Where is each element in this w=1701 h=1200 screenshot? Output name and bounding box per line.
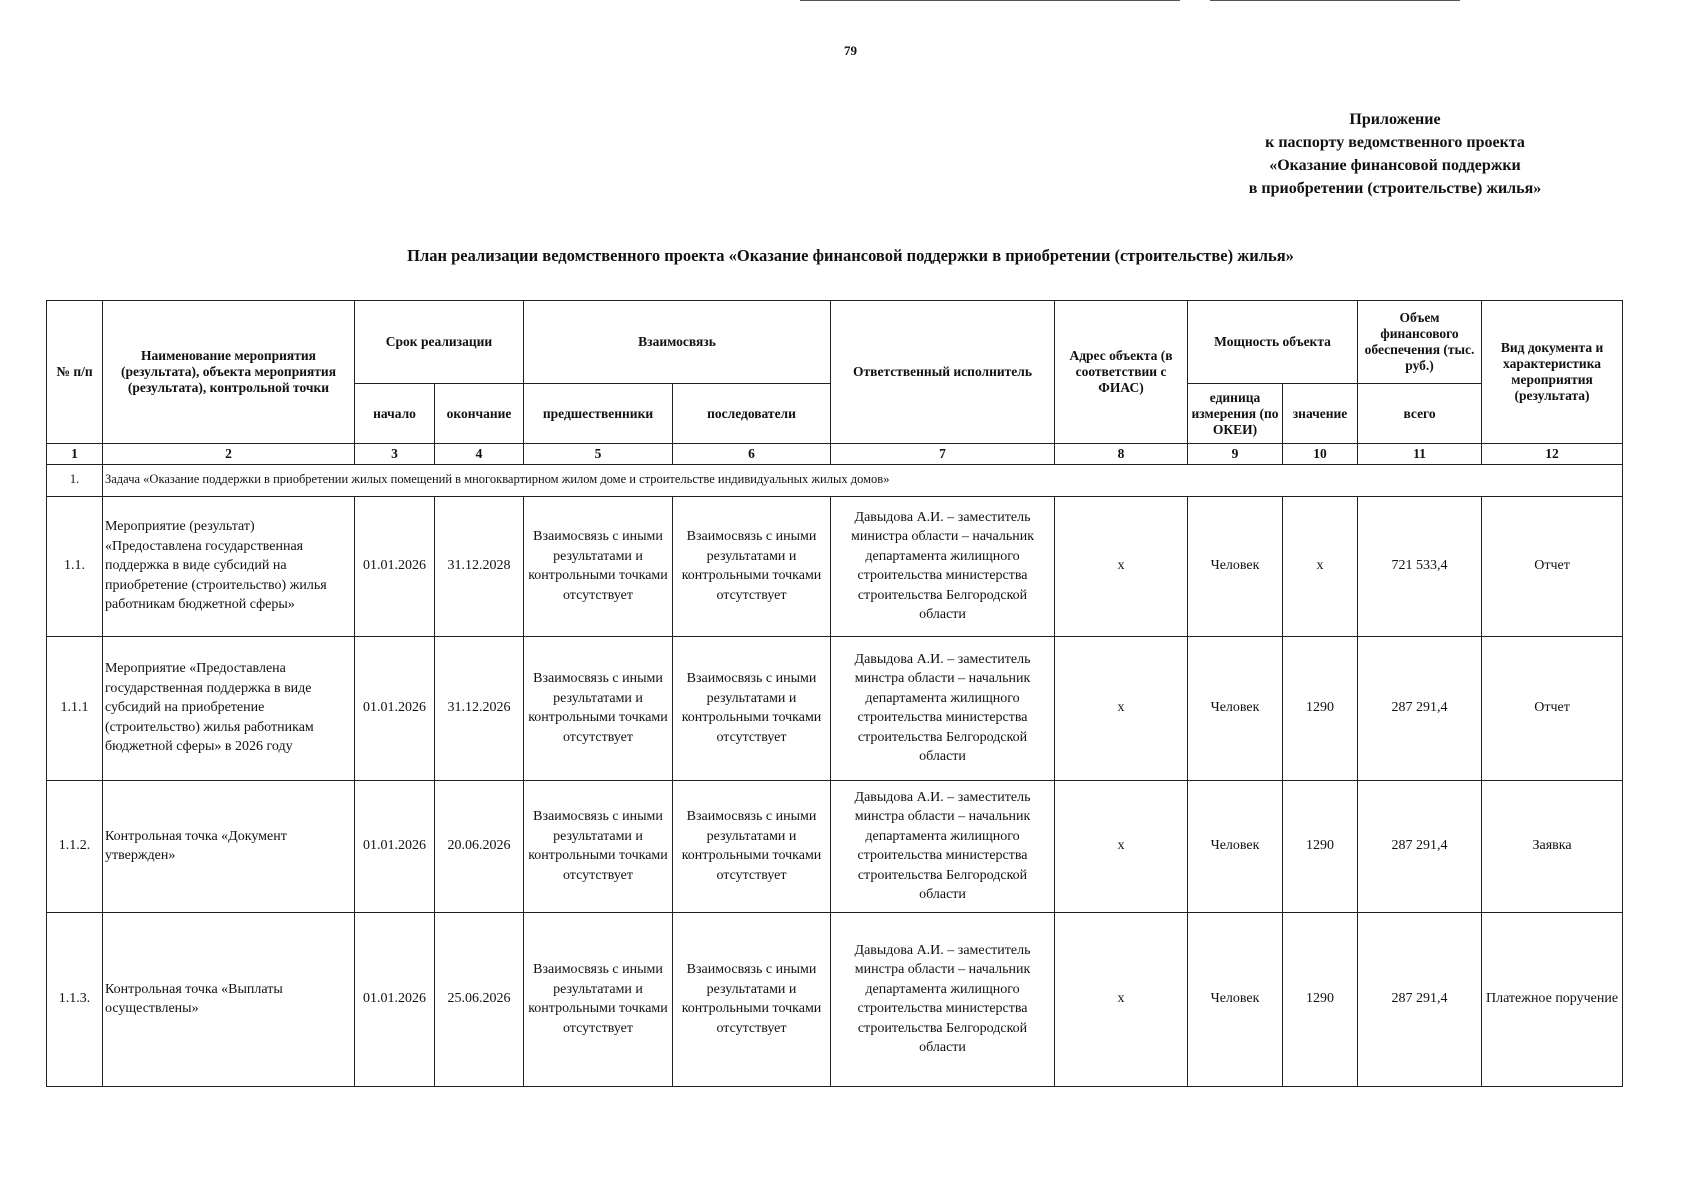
row-name: Контрольная точка «Документ утвержден» xyxy=(103,780,355,912)
row-total: 287 291,4 xyxy=(1358,912,1482,1086)
plan-title: План реализации ведомственного проекта «Оказание финансовой поддержки в приобретении (строительстве) жилья» xyxy=(407,246,1294,265)
row-value: х xyxy=(1283,496,1358,636)
header-funding: Объем финансового обеспечения (тыс. руб.) xyxy=(1358,301,1482,384)
column-number: 6 xyxy=(673,444,831,465)
row-total: 721 533,4 xyxy=(1358,496,1482,636)
appendix-line: Приложение xyxy=(1349,111,1441,128)
header-relation: Взаимосвязь xyxy=(524,301,831,384)
row-end: 31.12.2026 xyxy=(435,636,524,780)
header-predecessors: предшественники xyxy=(524,384,673,444)
task-row xyxy=(47,464,1623,496)
page-number: 79 xyxy=(844,43,857,58)
appendix-heading xyxy=(1180,108,1610,200)
header-value: значение xyxy=(1283,384,1358,444)
header-name: Наименование мероприятия (результата), объекта мероприятия (результата), контрольной точки xyxy=(103,301,355,444)
column-number: 4 xyxy=(435,444,524,465)
column-number: 11 xyxy=(1358,444,1482,465)
scan-edge-line xyxy=(800,0,1180,1)
row-doc: Отчет xyxy=(1482,496,1623,636)
appendix-line: «Оказание финансовой поддержки xyxy=(1269,157,1521,174)
row-start: 01.01.2026 xyxy=(355,496,435,636)
row-end: 20.06.2026 xyxy=(435,780,524,912)
row-name: Мероприятие «Предоставлена государственная поддержка в виде субсидий на приобретение (строительство) жилья работникам бюджетной сферы» в 2026 году xyxy=(103,636,355,780)
header-start: начало xyxy=(355,384,435,444)
scan-edge-line xyxy=(1210,0,1460,1)
column-number-row xyxy=(47,444,1623,465)
header-successors: последователи xyxy=(673,384,831,444)
header-period: Срок реализации xyxy=(355,301,524,384)
row-doc: Заявка xyxy=(1482,780,1623,912)
column-number: 7 xyxy=(831,444,1055,465)
row-unit: Человек xyxy=(1188,912,1283,1086)
row-address: х xyxy=(1055,912,1188,1086)
header-row xyxy=(47,301,1623,384)
row-successors: Взаимосвязь с иными результатами и контрольными точками отсутствует xyxy=(673,912,831,1086)
header-end: окончание xyxy=(435,384,524,444)
row-predecessors: Взаимосвязь с иными результатами и контрольными точками отсутствует xyxy=(524,912,673,1086)
row-predecessors: Взаимосвязь с иными результатами и контрольными точками отсутствует xyxy=(524,636,673,780)
row-responsible: Давыдова А.И. – заместитель министра области – начальник департамента жилищного строительства министерства строительства Белгородской области xyxy=(831,496,1055,636)
table-row xyxy=(47,780,1623,912)
row-total: 287 291,4 xyxy=(1358,780,1482,912)
row-address: х xyxy=(1055,496,1188,636)
header-responsible: Ответственный исполнитель xyxy=(831,301,1055,444)
row-num: 1.1. xyxy=(47,496,103,636)
plan-table-container xyxy=(46,300,1622,1087)
column-number: 1 xyxy=(47,444,103,465)
header-capacity: Мощность объекта xyxy=(1188,301,1358,384)
row-num: 1.1.1 xyxy=(47,636,103,780)
row-start: 01.01.2026 xyxy=(355,780,435,912)
row-predecessors: Взаимосвязь с иными результатами и контрольными точками отсутствует xyxy=(524,496,673,636)
row-start: 01.01.2026 xyxy=(355,636,435,780)
table-row xyxy=(47,496,1623,636)
column-number: 8 xyxy=(1055,444,1188,465)
row-value: 1290 xyxy=(1283,912,1358,1086)
task-num: 1. xyxy=(47,464,103,496)
row-predecessors: Взаимосвязь с иными результатами и контрольными точками отсутствует xyxy=(524,780,673,912)
row-successors: Взаимосвязь с иными результатами и контрольными точками отсутствует xyxy=(673,636,831,780)
row-name: Мероприятие (результат) «Предоставлена государственная поддержка в виде субсидий на приобретение (строительство) жилья работникам бюджетной сферы» xyxy=(103,496,355,636)
row-value: 1290 xyxy=(1283,780,1358,912)
row-num: 1.1.3. xyxy=(47,912,103,1086)
header-unit: единица измерения (по ОКЕИ) xyxy=(1188,384,1283,444)
row-doc: Отчет xyxy=(1482,636,1623,780)
row-end: 31.12.2028 xyxy=(435,496,524,636)
column-number: 9 xyxy=(1188,444,1283,465)
header-num: № п/п xyxy=(47,301,103,444)
table-row xyxy=(47,912,1623,1086)
row-unit: Человек xyxy=(1188,636,1283,780)
header-doc-type: Вид документа и характеристика мероприятия (результата) xyxy=(1482,301,1623,444)
row-unit: Человек xyxy=(1188,780,1283,912)
appendix-line: к паспорту ведомственного проекта xyxy=(1265,134,1525,151)
row-start: 01.01.2026 xyxy=(355,912,435,1086)
column-number: 10 xyxy=(1283,444,1358,465)
row-total: 287 291,4 xyxy=(1358,636,1482,780)
row-num: 1.1.2. xyxy=(47,780,103,912)
appendix-line: в приобретении (строительстве) жилья» xyxy=(1248,180,1542,197)
column-number: 5 xyxy=(524,444,673,465)
row-name: Контрольная точка «Выплаты осуществлены» xyxy=(103,912,355,1086)
table-row xyxy=(47,636,1623,780)
row-responsible: Давыдова А.И. – заместитель минстра области – начальник департамента жилищного строительства министерства строительства Белгородской области xyxy=(831,636,1055,780)
row-successors: Взаимосвязь с иными результатами и контрольными точками отсутствует xyxy=(673,496,831,636)
row-responsible: Давыдова А.И. – заместитель минстра области – начальник департамента жилищного строительства министерства строительства Белгородской области xyxy=(831,912,1055,1086)
plan-table xyxy=(46,300,1623,1087)
row-responsible: Давыдова А.И. – заместитель минстра области – начальник департамента жилищного строительства министерства строительства Белгородской области xyxy=(831,780,1055,912)
row-address: х xyxy=(1055,780,1188,912)
row-value: 1290 xyxy=(1283,636,1358,780)
row-unit: Человек xyxy=(1188,496,1283,636)
task-text: Задача «Оказание поддержки в приобретении жилых помещений в многоквартирном жилом доме и строительстве индивидуальных жилых домов» xyxy=(103,464,1623,496)
column-number: 12 xyxy=(1482,444,1623,465)
row-doc: Платежное поручение xyxy=(1482,912,1623,1086)
header-address: Адрес объекта (в соответствии с ФИАС) xyxy=(1055,301,1188,444)
header-funding-total: всего xyxy=(1358,384,1482,444)
row-address: х xyxy=(1055,636,1188,780)
row-successors: Взаимосвязь с иными результатами и контрольными точками отсутствует xyxy=(673,780,831,912)
column-number: 3 xyxy=(355,444,435,465)
row-end: 25.06.2026 xyxy=(435,912,524,1086)
column-number: 2 xyxy=(103,444,355,465)
